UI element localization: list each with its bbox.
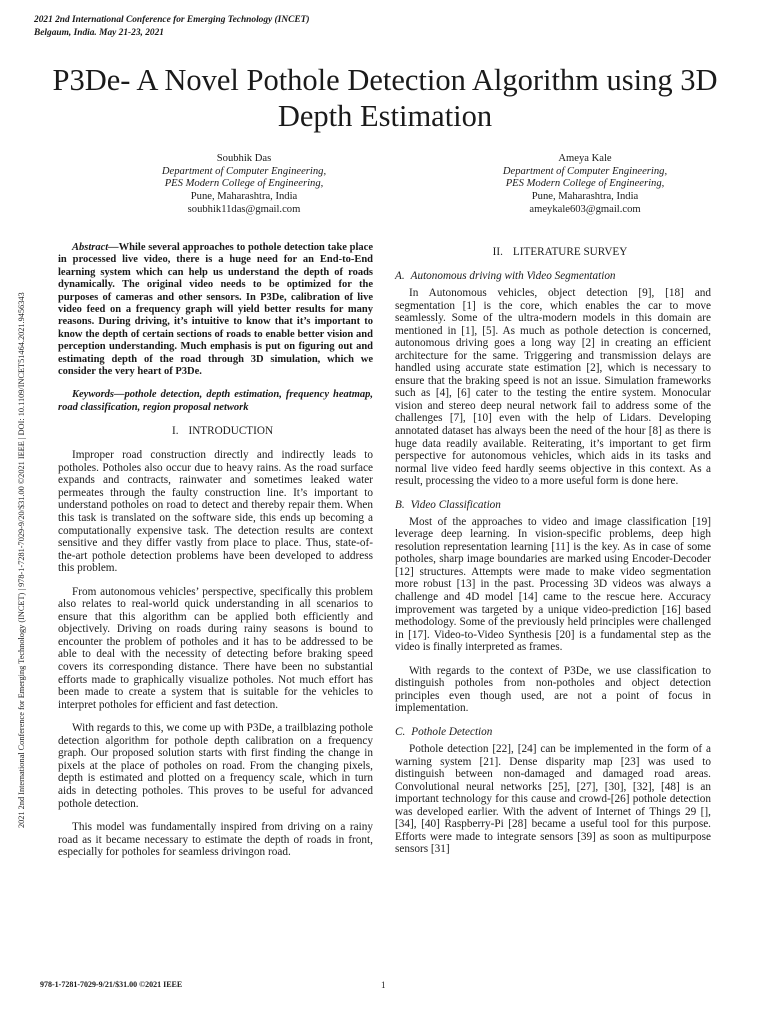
subsection-letter: B. [395,498,405,511]
paragraph: From autonomous vehicles’ perspective, specifically this problem also relates to real-world quick understanding in all scenarios to ensure that this algorithm can be applied both efficiently and objectively. Driving on roads during rainy seasons is bound to encounter the problem of potholes and it has to be addressed to be able to deal with the necessity of detecting before braking speed covers its corresponding distance. There have been no substantial efforts made to graphically visualize potholes. Not much effort has been made to create a system that is suitable for the vehicles to interpret potholes for efficient and fast detection. [58,585,373,711]
section-title: INTRODUCTION [188,425,274,438]
author-name: Ameya Kale [558,153,612,164]
subsection-title: Autonomous driving with Video Segmentation [410,270,616,282]
subsection-letter: A. [395,270,405,282]
paragraph: Pothole detection [22], [24] can be implemented in the form of a warning system [21]. Dense disparity map [23] was used to distinguish between non-damaged and damaged road areas. Convolutional neural networks [25], [27], [30], [32], [48] is an important technology for this cause and crowd-[26] pothole detection was developed earlier. With the advent of Internet of Things 29 [], [34], [40] Raspberry-Pi [28] became a useful tool for this purpose. Efforts were made to integrate sensors [39] as soon as multipurpose sensors [31] [395,742,711,856]
subsection-heading [395,499,711,512]
author-dept: Department of Computer Engineering, [502,165,668,177]
paragraph: This model was fundamentally inspired from driving on a rainy road as it became necessary to estimate the depth of roads in front, especially for potholes for seamless drivingon road. [58,821,373,859]
author-location: Pune, Maharashtra, India [531,191,639,203]
conference-location: Belgaum, India. May 21-23, 2021 [34,27,164,38]
side-identifier: 2021 2nd International Conference for Emerging Technology (INCET) | 978-1-7281-7029-9/20/$31.00 ©2021 IEEE | DOI: 10.1109/INCET51464.2021.9456343 [17,292,26,828]
subsection-heading [395,270,711,283]
paragraph: With regards to the context of P3De, we use classification to distinguish potholes from non-potholes and object detection principles even though used, are not a point of focus in implementation. [395,664,711,715]
author-block-1 [114,153,374,217]
abstract-label: Abstract— [72,242,119,253]
paragraph: Improper road construction directly and indirectly leads to potholes. Potholes also occur due to heavy rains. As the road surface expands and contracts, rainwater and sometimes leaked water permeates through the faulty construction line. It’s important to understand potholes on road to detect and thereby repair them. When this task is translated on the software side, this ends up becoming a computationally expensive task. The detection results are context sensitive and they differ vastly from place to place. Thus, state-of-the-art pothole detection problems have been developed to address this problem. [58,449,373,575]
author-college: PES Modern College of Engineering, [164,178,324,190]
author-name: Soubhik Das [216,153,272,164]
author-block-2 [455,153,715,217]
paragraph: In Autonomous vehicles, object detection [9], [18] and segmentation [1] is the core, which enables the car to move seamlessly. Some of the ultra-modern models in this domain are mentioned in [1], [5]. As much as pothole detection is concerned, autonomous driving goes a long way [2] in creating an efficient architecture for the same. Triggering and transmission delays are handled using accurate state estimation [2], which is necessary to ensure that the braking speed is not an issue. Simulation frameworks such as [4], [6] cater to the testing the entire system. Monocular vision and stereo deep neural network fail to address some of the challenges [7], [10] even with the help of Lidars. Developing annotated dataset has always been the need of the hour [8] as there is huge data readily available. Reiterating, it’s important to get firm perspective for autonomous vehicles, which aids in its tasks and normal live video feed hardly seems objective in this context. As a result, processing the video to a more useful form is done here. [395,287,711,488]
keywords [58,389,373,414]
section-number: I. [171,425,179,438]
conference-name: 2021 2nd International Conference for Emerging Technology (INCET) [34,15,310,25]
abstract-text: While several approaches to pothole detection take place in processed live video, there is a huge need for an End-to-End learning system which can help us understand the depth of roads dynamically. The original video needs to be optimized for the purposes of cameras and other sensors. In P3De, calibration of live video feed on a frequency graph will yield better results for many reasons. During driving, it’s intuitive to know that it’s important to know the depth of certain sections of roads to enable better vision and perception understanding. Much emphasis is put on figuring out and estimating depth of the road through 3D simulation, which we consider the very heart of P3De. [58,242,373,378]
section-heading-literature-survey [395,246,711,259]
right-column [395,242,711,867]
subsection-title: Pothole Detection [411,725,493,738]
author-email[interactable]: soubhik11das@gmail.com [187,203,301,215]
author-email[interactable]: ameykale603@gmail.com [529,203,641,215]
paragraph: With regards to this, we come up with P3De, a trailblazing pothole detection algorithm for pothole depth calibration on a frequency graph. Our proposed solution starts with first finding the change in pixels at the place of potholes on road. From the changing pixels, depth is estimated and plotted on a frequency scale, which in turn aids in detecting potholes. This proves to be useful for advanced pothole detection. [58,722,373,810]
paragraph: Most of the approaches to video and image classification [19] leverage deep learning. In vision-specific problems, deep high resolution representation learning [11] is the key. As in case of some potholes, sharp image boundaries are marked using Encoder-Decoder [12] structures. Attempts were made to make video segmentation more robust [13] in the past. Processing 3D videos was always a challenge and 4D model [14] came to the rescue here. Accuracy improvement was targeted by a unique video-prediction [16] based methodology. Some of the previously held principles were challenged in [17]. Video-to-Video Synthesis [20] is a fundamental step as the video is finally interpreted as frames. [395,515,711,654]
subsection-letter: C. [395,725,406,738]
footer-isbn: 978-1-7281-7029-9/21/$31.00 ©2021 IEEE [40,980,183,989]
subsection-title: Video Classification [410,498,501,511]
author-location: Pune, Maharashtra, India [190,191,298,203]
left-column [58,242,373,870]
keywords-text: pothole detection, depth estimation, frequency heatmap, road classification, region proposal network [58,389,373,413]
conference-header [34,14,309,39]
paper-title: P3De- A Novel Pothole Detection Algorithm using 3D Depth Estimation [52,63,718,133]
page-number: 1 [381,980,386,990]
section-title: LITERATURE SURVEY [512,246,628,258]
author-college: PES Modern College of Engineering, [505,178,665,190]
keywords-label: Keywords— [72,389,125,401]
subsection-heading [395,726,711,739]
abstract [58,242,373,378]
section-heading-introduction [58,425,373,438]
section-number: II. [492,246,503,258]
author-dept: Department of Computer Engineering, [161,165,327,177]
